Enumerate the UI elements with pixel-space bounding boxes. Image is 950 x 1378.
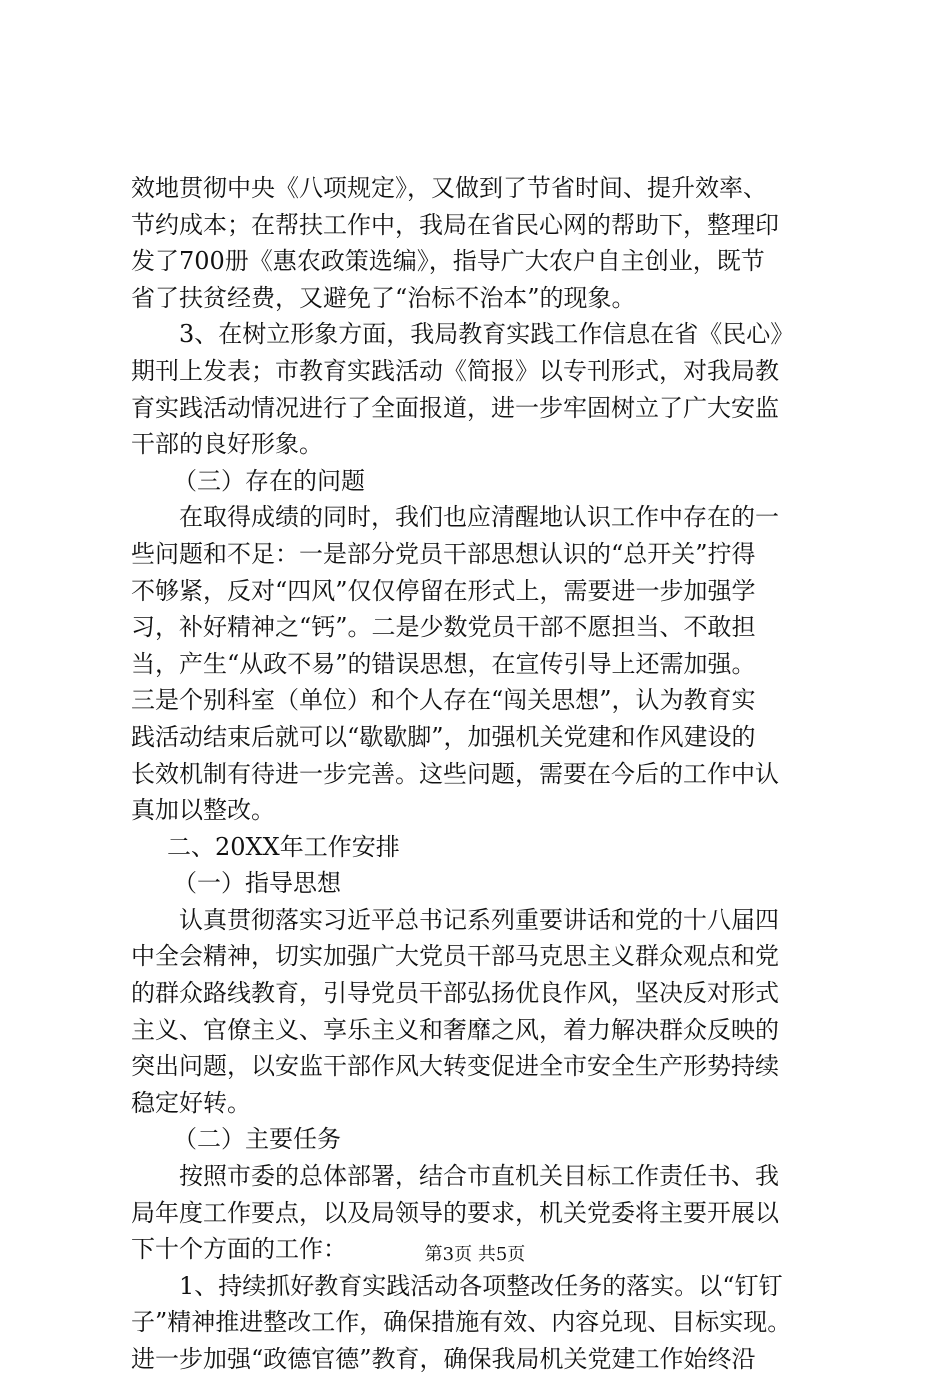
document-body (131, 170, 831, 1378)
paragraph-line: 3、在树立形象方面，我局教育实践工作信息在省《民心》 (179, 320, 795, 349)
paragraph-line: 突出问题，以安监干部作风大转变促进全市安全生产形势持续 (131, 1052, 779, 1081)
paragraph-line: 效地贯彻中央《八项规定》，又做到了节省时间、提升效率、 (131, 174, 767, 202)
paragraph-line: 践活动结束后就可以“歇歇脚”，加强机关党建和作风建设的 (131, 722, 756, 751)
section-heading: （一）指导思想 (173, 869, 341, 898)
paragraph-line: 子”精神推进整改工作，确保措施有效、内容兑现、目标实现。 (131, 1308, 792, 1337)
paragraph-line: 些问题和不足：一是部分党员干部思想认识的“总开关”拧得 (131, 539, 756, 568)
paragraph-line: 进一步加强“政德官德”教育，确保我局机关党建工作始终沿 (131, 1345, 756, 1373)
paragraph-line: 长效机制有待进一步完善。这些问题，需要在今后的工作中认 (131, 759, 779, 788)
paragraph-line: 主义、官僚主义、享乐主义和奢靡之风，着力解决群众反映的 (131, 1015, 779, 1044)
paragraph-line: 1、持续抓好教育实践活动各项整改任务的落实。以“钉钉 (179, 1271, 783, 1300)
paragraph-line: 真加以整改。 (131, 796, 275, 825)
paragraph-line: 当，产生“从政不易”的错误思想，在宣传引导上还需加强。 (131, 649, 756, 678)
paragraph-line: 下十个方面的工作： (131, 1235, 347, 1264)
section-heading: （二）主要任务 (173, 1125, 341, 1154)
paragraph-line: 在取得成绩的同时，我们也应清醒地认识工作中存在的一 (179, 503, 779, 532)
paragraph-line: 习，补好精神之“钙”。二是少数党员干部不愿担当、不敢担 (131, 613, 756, 642)
paragraph-line: 干部的良好形象。 (131, 430, 323, 459)
paragraph-line: 发了700册《惠农政策选编》，指导广大农户自主创业，既节 (131, 247, 765, 276)
paragraph-line: 不够紧，反对“四风”仅仅停留在形式上，需要进一步加强学 (131, 576, 756, 605)
paragraph-line: 的群众路线教育，引导党员干部弘扬优良作风，坚决反对形式 (131, 979, 779, 1008)
page-number-footer: 第3页 共5页 (424, 1244, 526, 1265)
paragraph-line: 育实践活动情况进行了全面报道，进一步牢固树立了广大安监 (131, 393, 779, 422)
paragraph-line: 按照市委的总体部署，结合市直机关目标工作责任书、我 (179, 1162, 779, 1191)
paragraph-line: 三是个别科室（单位）和个人存在“闯关思想”，认为教育实 (131, 686, 756, 715)
paragraph-line: 稳定好转。 (131, 1088, 251, 1117)
section-heading: （三）存在的问题 (173, 466, 365, 495)
paragraph-line: 省了扶贫经费，又避免了“治标不治本”的现象。 (131, 283, 636, 312)
paragraph-line: 中全会精神，切实加强广大党员干部马克思主义群众观点和党 (131, 942, 779, 971)
paragraph-line: 节约成本；在帮扶工作中，我局在省民心网的帮助下，整理印 (131, 210, 779, 239)
paragraph-line: 局年度工作要点，以及局领导的要求，机关党委将主要开展以 (131, 1198, 779, 1227)
paragraph-line: 认真贯彻落实习近平总书记系列重要讲话和党的十八届四 (179, 905, 779, 934)
paragraph-line: 期刊上发表；市教育实践活动《简报》以专刊形式，对我局教 (131, 356, 779, 385)
section-heading: 二、20XX年工作安排 (167, 832, 400, 861)
